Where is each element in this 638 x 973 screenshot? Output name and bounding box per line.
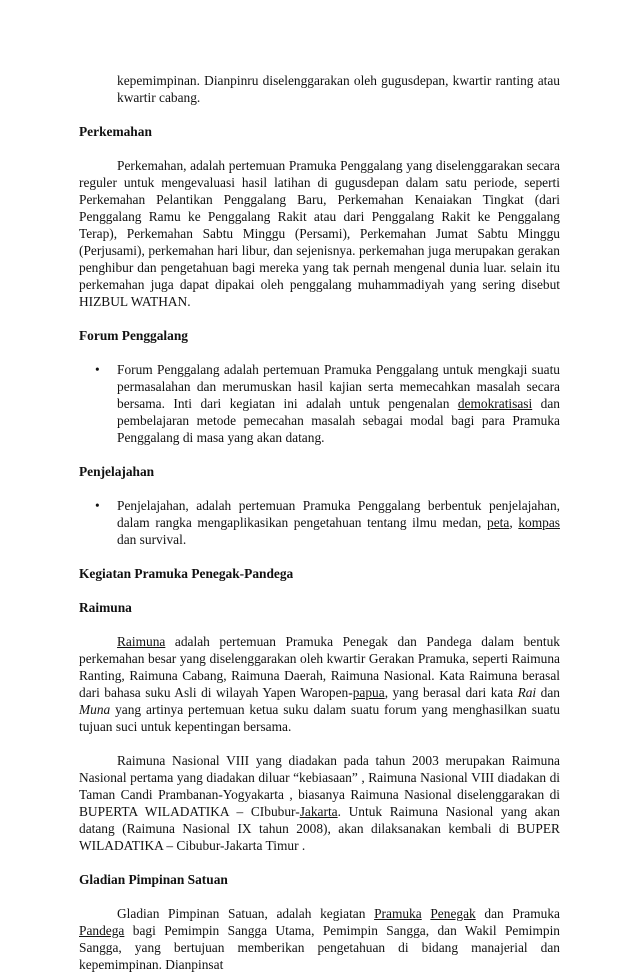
document-page: [79, 72, 560, 973]
heading-gladian-pimpinan-satuan: Gladian Pimpinan Satuan: [79, 872, 228, 887]
heading-raimuna: Raimuna: [79, 600, 132, 615]
raimuna-p1-text-a: adalah pertemuan Pramuka Penegak dan Pandega dalam bentuk perkemahan besar yang diselenggarakan oleh kwartir Gerakan Pramuka, seperti Raimuna Ranting, Raimuna Cabang, Raimuna Daerah, Raimuna Nasional. Kata Raimuna berasal dari bahasa suku Asli di wilayah Yapen Waropen-: [79, 634, 560, 700]
term-rai: Rai: [517, 685, 537, 700]
raimuna-p1-text-b: , yang berasal dari kata: [384, 685, 518, 700]
penjelajahan-sep: ,: [509, 515, 519, 530]
raimuna-p1-text-d: yang artinya pertemuan ketua suku dalam suatu forum yang menghasilkan suatu tujuan suci untuk kepentingan bersama.: [79, 702, 560, 734]
term-muna: Muna: [79, 702, 111, 717]
forum-list: [79, 361, 560, 446]
list-item: [79, 497, 560, 548]
raimuna-p1-text-c: dan: [536, 685, 560, 700]
link-kompas[interactable]: kompas: [518, 515, 560, 530]
heading-kegiatan-penegak-pandega: Kegiatan Pramuka Penegak-Pandega: [79, 566, 294, 581]
list-item: [79, 361, 560, 446]
bullet-icon: •: [95, 498, 100, 513]
gladian-text-a: Gladian Pimpinan Satuan, adalah kegiatan: [117, 906, 375, 921]
link-raimuna[interactable]: Raimuna: [117, 634, 166, 649]
link-papua[interactable]: papua: [352, 685, 385, 700]
heading-perkemahan: Perkemahan: [79, 124, 152, 139]
raimuna-paragraph-2: [79, 752, 560, 854]
link-pramuka[interactable]: Pramuka: [374, 906, 422, 921]
gladian-paragraph: [79, 905, 560, 973]
raimuna-paragraph-1: [79, 633, 560, 735]
link-demokratisasi[interactable]: demokratisasi: [457, 396, 533, 411]
link-pandega[interactable]: Pandega: [79, 923, 125, 938]
forum-text-part2: dan pembelajaran metode pemecahan masalah sebagai modal bagi para Pramuka Penggalang di masa yang akan datang.: [117, 396, 560, 445]
gladian-text-b: dan Pramuka: [475, 906, 560, 921]
gladian-text-c: bagi Pemimpin Sangga Utama, Pemimpin Sangga, dan Wakil Pemimpin Sangga, yang bertujuan memberikan pengetahuan di bidang manajerial dan kepemimpinan. Dianpinsat: [79, 923, 560, 972]
penjelajahan-list: [79, 497, 560, 548]
raimuna-p2-text-b: . Untuk Raimuna Nasional yang akan datang (Raimuna Nasional IX tahun 2008), akan dilaksanakan kembali di BUPER WILADATIKA – Cibubur-Jakarta Timur .: [79, 804, 560, 853]
forum-text-part1: Forum Penggalang adalah pertemuan Pramuka Penggalang untuk mengkaji suatu permasalahan dan merumuskan hasil kajian serta memecahkan masalah secara bersama. Inti dari kegiatan ini adalah untuk pengenalan: [117, 362, 560, 411]
raimuna-p2-text-a: Raimuna Nasional VIII yang diadakan pada tahun 2003 merupakan Raimuna Nasional pertama yang diadakan diluar “kebiasaan” , Raimuna Nasional VIII diadakan di Taman Candi Prambanan-Yogyakarta , biasanya Raimuna Nasional diselenggarakan di BUPERTA WILADATIKA – CIbubur-: [79, 753, 560, 819]
bullet-icon: •: [95, 362, 100, 377]
heading-forum-penggalang: Forum Penggalang: [79, 328, 188, 343]
penjelajahan-text-part2: dan survival.: [117, 532, 187, 547]
link-peta[interactable]: peta: [487, 515, 510, 530]
heading-penjelajahan: Penjelajahan: [79, 464, 155, 479]
link-penegak[interactable]: Penegak: [430, 906, 476, 921]
perkemahan-paragraph: Perkemahan, adalah pertemuan Pramuka Penggalang yang diselenggarakan secara reguler untuk mengevaluasi hasil latihan di gugusdepan dalam satu periode, seperti Perkemahan Pelantikan Penggalang Baru, Perkemahan Kenaiakan Tingkat (dari Penggalang Ramu ke Penggalang Rakit atau dari Penggalang Rakit ke Penggalang Terap), Perkemahan Sabtu Minggu (Persami), Perkemahan Jumat Sabtu Minggu (Perjusami), perkemahan hari libur, dan sejenisnya. perkemahan juga merupakan gerakan penghibur dan pengetahuan bagi mereka yang tak pernah mengenal dunia luar. selain itu perkemahan juga dapat dipakai oleh penggalang muhammadiyah yang sering disebut HIZBUL WATHAN.: [79, 158, 560, 309]
gladian-space: [422, 906, 431, 921]
intro-paragraph: kepemimpinan. Dianpinru diselenggarakan oleh gugusdepan, kwartir ranting atau kwartir cabang.: [117, 73, 560, 105]
link-jakarta[interactable]: Jakarta: [299, 804, 338, 819]
penjelajahan-text-part1: Penjelajahan, adalah pertemuan Pramuka Penggalang berbentuk penjelajahan, dalam rangka mengaplikasikan pengetahuan tentang ilmu medan,: [117, 498, 560, 530]
